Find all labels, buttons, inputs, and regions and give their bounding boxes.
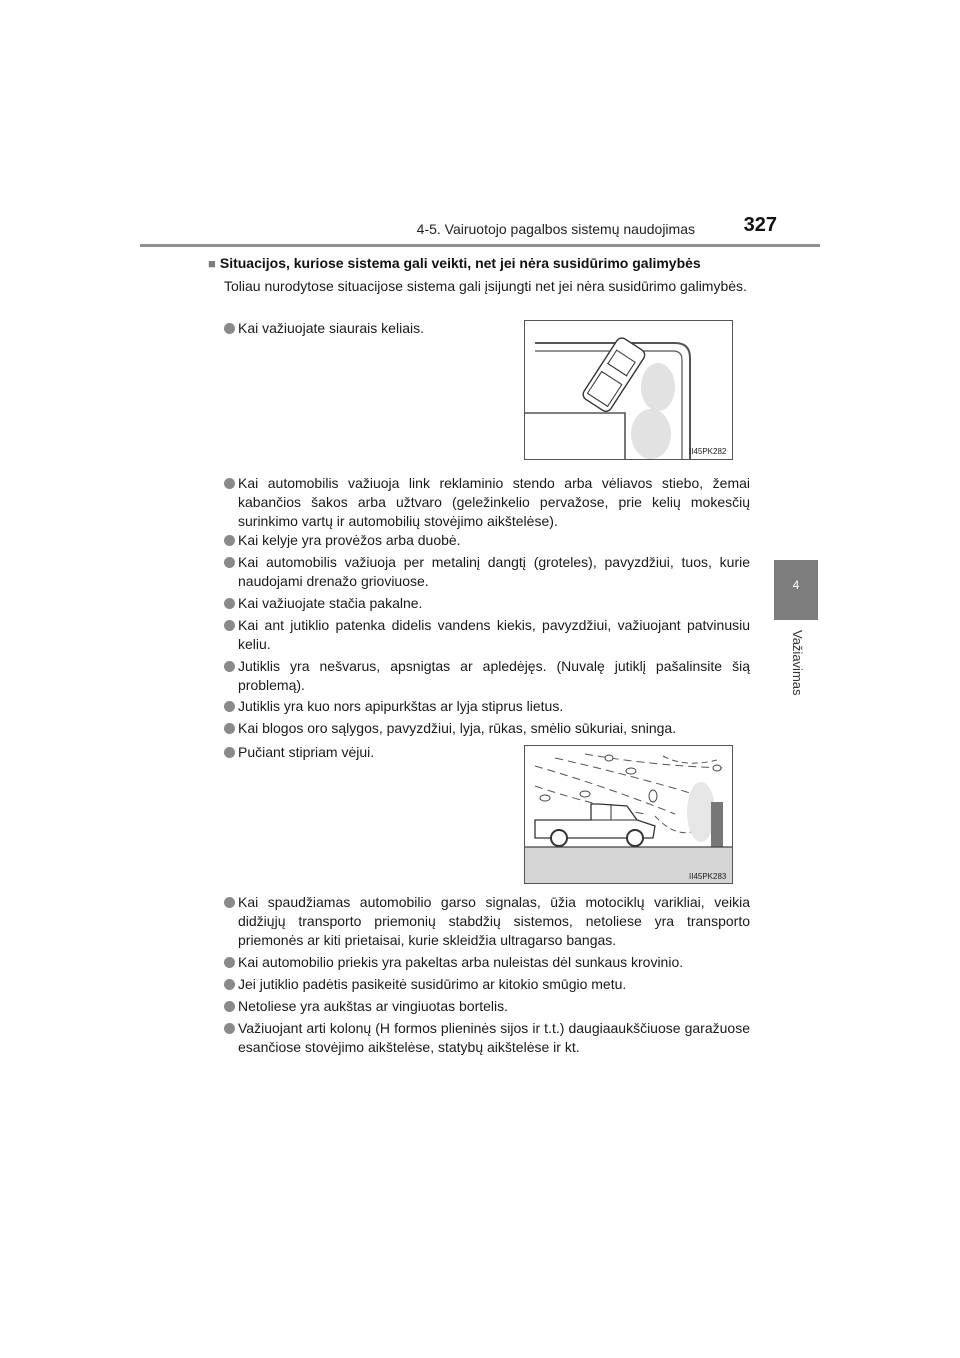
list-item-text: Jei jutiklio padėtis pasikeitė susidūrimo ar kitokio smūgio metu. (238, 976, 627, 992)
list-item (224, 997, 750, 1016)
list-item-text: Kai automobilis važiuoja per metalinį dangtį (groteles), pavyzdžiui, tuos, kurie naudojami drenažo grioviuose. (238, 554, 750, 589)
list-item-text: Netoliese yra aukštas ar vingiuotas bortelis. (238, 998, 509, 1014)
section-intro: Toliau nurodytose situacijose sistema gali įsijungti net jei nėra susidūrimo galimybės. (224, 278, 747, 294)
strong-wind-drawing (525, 746, 732, 883)
list-item (224, 953, 750, 972)
car-topview-icon (581, 336, 647, 414)
narrow-road-drawing (525, 321, 732, 459)
bullet-dot-icon (224, 598, 235, 609)
list-item-text: Jutiklis yra nešvarus, apsnigtas ar apledėjęs. (Nuvalę jutiklį pašalinsite šią problemą). (238, 658, 750, 693)
pickup-truck-icon (535, 804, 655, 846)
list-item (224, 975, 750, 994)
list-item (224, 893, 750, 950)
bullet-dot-icon (224, 661, 235, 672)
bullet-dot-icon (224, 323, 235, 334)
bullet-dot-icon (224, 747, 235, 758)
chapter-tab-label: Važiavimas (790, 630, 805, 696)
list-item-text: Kai kelyje yra provėžos arba duobė. (238, 532, 461, 548)
list-item-text: Kai spaudžiamas automobilio garso signalas, ūžia motociklų varikliai, veikia didžiųjų transporto priemonių stabdžių sistemos, netoliese yra transporto priemonės ar kiti prietaisai, kurie skleidžia ultragarso bangas. (238, 894, 750, 948)
list-item-text: Kai automobilis važiuoja link reklaminio stendo arba vėliavos stiebo, žemai kabančios šakos arba užtvaro (geležinkelio pervažose, prie kelių mokesčių surinkimo vartų ir automobilių stovėjimo aikštelėse). (238, 475, 750, 529)
narrow-road-illustration (524, 320, 733, 460)
figure-code: II45PK283 (689, 872, 727, 881)
list-item (224, 319, 504, 338)
bullet-dot-icon (224, 701, 235, 712)
bullet-dot-icon (224, 535, 235, 546)
running-header-section: 4-5. Vairuotojo pagalbos sistemų naudojimas (416, 221, 695, 237)
list-item (224, 553, 750, 591)
bullet-dot-icon (224, 1023, 235, 1034)
section-heading-text: Situacijos, kuriose sistema gali veikti, net jei nėra susidūrimo galimybės (219, 255, 701, 271)
list-item (224, 594, 750, 613)
strong-wind-illustration (524, 745, 733, 884)
list-item-text: Kai ant jutiklio patenka didelis vandens kiekis, pavyzdžiui, važiuojant patvinusiu keliu. (238, 617, 750, 652)
figure-code: II45PK282 (689, 447, 727, 456)
list-item-text: Važiuojant arti kolonų (H formos plieninės sijos ir t.t.) daugiaaukščiuose garažuose esančiose stovėjimo aikštelėse, statybų aikštelėse ir kt. (238, 1020, 750, 1055)
list-item-text: Kai blogos oro sąlygos, pavyzdžiui, lyja, rūkas, smėlio sūkuriai, sninga. (238, 720, 677, 736)
list-item (224, 719, 750, 738)
list-item-text: Kai važiuojate siaurais keliais. (238, 320, 424, 336)
bullet-dot-icon (224, 897, 235, 908)
list-item (224, 743, 484, 762)
list-item (224, 697, 750, 716)
bullet-dot-icon (224, 957, 235, 968)
bullet-dot-icon (224, 557, 235, 568)
list-item-text: Kai važiuojate stačia pakalne. (238, 595, 423, 611)
list-item (224, 657, 750, 695)
bullet-dot-icon (224, 723, 235, 734)
list-item (224, 616, 750, 654)
list-item-text: Kai automobilio priekis yra pakeltas arba nuleistas dėl sunkaus krovinio. (238, 954, 684, 970)
list-item (224, 531, 750, 550)
chapter-tab: 4 (774, 560, 818, 620)
bullet-dot-icon (224, 979, 235, 990)
heading-square-icon: ■ (208, 256, 216, 271)
bullet-dot-icon (224, 620, 235, 631)
list-item (224, 1019, 750, 1057)
section-heading (208, 255, 768, 271)
bullet-dot-icon (224, 478, 235, 489)
page-number: 327 (743, 214, 777, 236)
list-item (224, 474, 750, 531)
bullet-dot-icon (224, 1001, 235, 1012)
list-item-text: Jutiklis yra kuo nors apipurkštas ar lyja stiprus lietus. (238, 698, 564, 714)
header-divider (140, 244, 820, 247)
list-item-text: Pučiant stipriam vėjui. (238, 744, 375, 760)
